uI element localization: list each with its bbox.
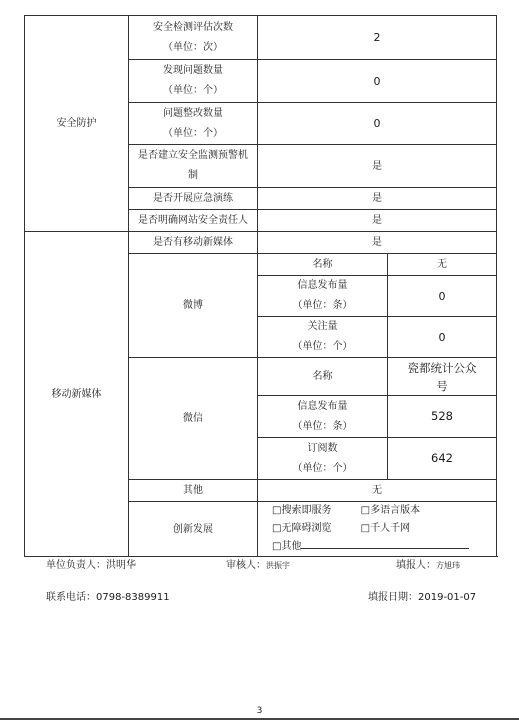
value-weibo-follow: 0 <box>388 317 497 358</box>
label-warning-mechanism: 是否建立安全监测预警机 制 <box>129 145 258 188</box>
value-wechat-subs: 642 <box>388 438 497 480</box>
value-security-responsible: 是 <box>258 210 497 232</box>
label-weibo-posts: 信息发布量 （单位：条） <box>258 276 388 317</box>
filler: 填报人：方旭玮 <box>396 560 460 571</box>
label-weibo: 微博 <box>129 254 258 358</box>
option-personalized[interactable]: □千人千网 <box>360 523 411 534</box>
option-multilingual[interactable]: □多语言版本 <box>360 505 421 516</box>
label-media-other: 其他 <box>129 480 258 502</box>
unit-head: 单位负责人：洪明华 <box>46 560 136 571</box>
report-table <box>24 15 497 557</box>
label-wechat: 微信 <box>129 358 258 480</box>
option-other[interactable]: □其他 <box>272 541 302 552</box>
label-weibo-follow: 关注量 （单位：个） <box>258 317 388 358</box>
value-has-media: 是 <box>258 232 497 254</box>
page-bottom-divider <box>0 718 519 720</box>
innovation-options <box>258 502 497 557</box>
value-issues-found: 0 <box>258 60 497 103</box>
label-emergency-drill: 是否开展应急演练 <box>129 188 258 210</box>
section-label-security: 安全防护 <box>25 16 129 232</box>
label-weibo-name: 名称 <box>258 254 388 276</box>
value-wechat-posts: 528 <box>388 396 497 438</box>
value-issues-fixed: 0 <box>258 103 497 145</box>
label-wechat-subs: 订阅数 （单位：个） <box>258 438 388 480</box>
label-issues-fixed: 问题整改数量 （单位：个） <box>129 103 258 145</box>
label-security-responsible: 是否明确网站安全责任人 <box>129 210 258 232</box>
label-wechat-name: 名称 <box>258 358 388 396</box>
section-label-media: 移动新媒体 <box>25 232 129 557</box>
other-blank-line <box>301 538 469 549</box>
page-number: 3 <box>256 706 263 716</box>
option-search-service[interactable]: □搜索即服务 <box>272 505 332 516</box>
table-row <box>25 232 497 254</box>
table-row <box>25 16 497 60</box>
label-eval-count: 安全检测评估次数 （单位：次） <box>129 16 258 60</box>
contact-phone: 联系电话：0798-8389911 <box>46 592 170 603</box>
value-wechat-name: 瓷都统计公众 号 <box>388 358 497 396</box>
report-date: 填报日期：2019-01-07 <box>368 592 477 603</box>
value-warning-mechanism: 是 <box>258 145 497 188</box>
label-has-media: 是否有移动新媒体 <box>129 232 258 254</box>
section-label-innovation: 创新发展 <box>129 502 258 557</box>
value-eval-count: 2 <box>258 16 497 60</box>
value-weibo-name: 无 <box>388 254 497 276</box>
value-emergency-drill: 是 <box>258 188 497 210</box>
label-issues-found: 发现问题数量 （单位：个） <box>129 60 258 103</box>
reviewer: 审核人：洪振宇 <box>226 560 290 571</box>
value-weibo-posts: 0 <box>388 276 497 317</box>
value-media-other: 无 <box>258 480 497 502</box>
option-accessible[interactable]: □无障碍浏览 <box>272 523 332 534</box>
label-wechat-posts: 信息发布量 （单位：条） <box>258 396 388 438</box>
